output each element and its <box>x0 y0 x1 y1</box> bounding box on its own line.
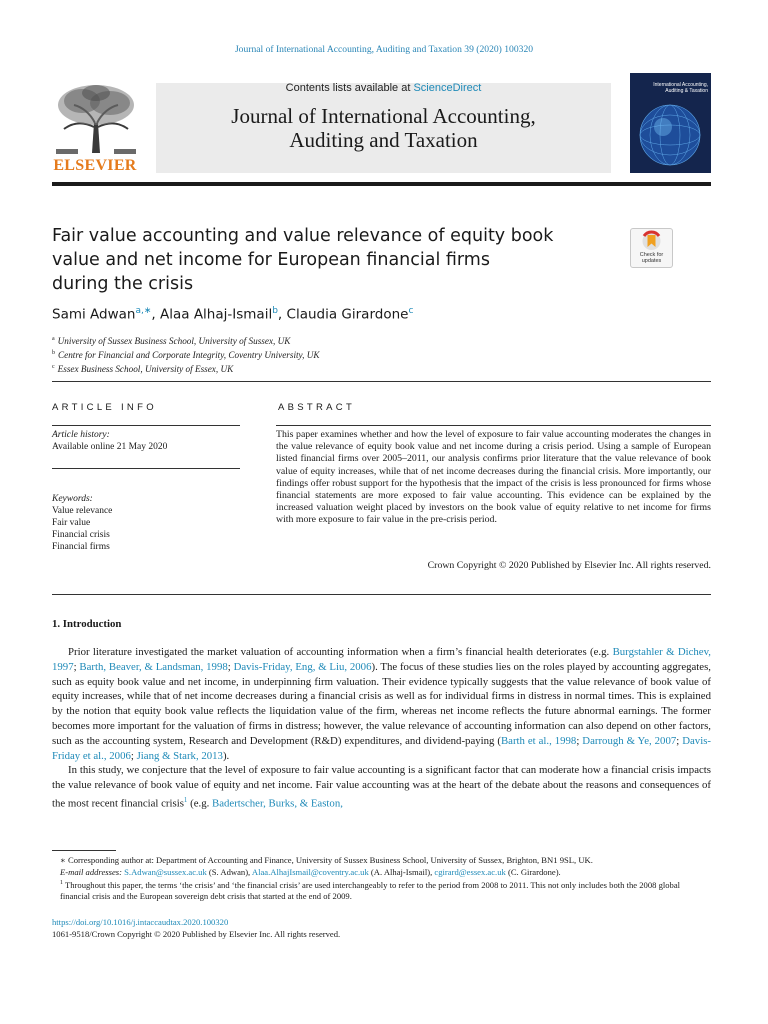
email-addresses: E-mail addresses: S.Adwan@sussex.ac.uk (S. Adwan), Alaa.AlhajIsmail@coventry.ac.uk (A. Alhaj-Ismail), cgirard@essex.ac.uk (C. Girardone). <box>60 866 561 877</box>
contents-line <box>156 82 611 94</box>
keyword-item: Value relevance <box>52 506 113 516</box>
journal-cover-image[interactable] <box>630 73 711 173</box>
article-info-rule-2 <box>52 468 240 469</box>
bookmark-icon <box>631 230 672 254</box>
introduction-heading: 1. Introduction <box>52 618 122 630</box>
journal-title-line1: Journal of International Accounting, <box>231 104 536 128</box>
abstract-text: This paper examines whether and how the level of exposure to fair value accounting moderates the changes in the value relevance of equity book value and net income during a crisis period. Using a sample of European listed financial firms over 2005–2011, our analysis confirms prior literature that the value relevance of book value of equity increases, while that of net income decreases during the financial crisis. More importantly, our findings offer robust support for the hypothesis that the impact of the crisis is less pronounced for firms whose financial statements are more exposed to fair value accounting. This evidence can be explained by the increased valuation weight placed by investors on the book value of equity relative to net income for firms with more exposure to fair value in the pre-crisis period. <box>276 429 711 526</box>
abstract-rule <box>276 425 711 426</box>
introduction-body <box>52 645 711 811</box>
contents-prefix: Contents lists available at <box>285 82 414 94</box>
affiliation-item: $^a$ University of Sussex Business School, University of Sussex, UK <box>52 336 291 347</box>
abstract-copyright: Crown Copyright © 2020 Published by Elsevier Inc. All rights reserved. <box>427 560 711 571</box>
issn-copyright: 1061-9518/Crown Copyright © 2020 Published by Elsevier Inc. All rights reserved. <box>52 929 341 939</box>
email-link[interactable]: cgirard@essex.ac.uk <box>434 866 506 877</box>
citation-link[interactable]: Barth et al., 1998 <box>500 734 577 747</box>
journal-title <box>156 104 611 152</box>
citation-link[interactable]: Badertscher, Burks, & Easton, <box>212 797 343 810</box>
citation-link[interactable]: Barth, Beaver, & Landsman, 1998 <box>79 660 228 673</box>
paper-title <box>52 224 612 296</box>
paragraph: Prior literature investigated the market valuation of accounting information when a firm’s financial health deteriorates (e.g. Burgstahler & Dichev, 1997; Barth, Beaver, & Landsman, 1998; Davis-Friday, Eng, & Liu, 2006). The focus of these studies lies on the roles played by accounting aggregates, such as equity book value and net income, in underpinning firm valuation. Their evidence typically suggests that the value relevance of book value of equity increases, while that of net income decreases during a financial crisis as well as for individual firms in distress in normal times. This is explained by the notion that equity book value reflects the liquidation value of the firm, whereas net income reflects the future abnormal earnings. The former becomes more important for the valuation of firms in distress; however, the value relevance of accounting information can also depend on other factors, such as the accounting system, Research and Development (R&D) expenditures, and dividend-paying (Barth et al., 1998; Darrough & Ye, 2007; Davis-Friday et al., 2006; Jiang & Stark, 2013). <box>52 646 711 762</box>
paper-title-line2: value and net income for European financial firms <box>52 250 490 270</box>
email-link[interactable]: S.Adwan@sussex.ac.uk <box>124 866 207 877</box>
title-divider <box>52 381 711 382</box>
affiliation-item: $^c$ Essex Business School, University of Essex, UK <box>52 364 234 375</box>
affiliations <box>52 333 319 375</box>
article-info-heading: ARTICLE INFO <box>52 402 157 413</box>
history-label: Article history: <box>52 430 110 440</box>
header-divider <box>52 182 711 186</box>
check-line2: updates <box>641 258 662 264</box>
cover-journal-name: International Accounting, Auditing & Taxation <box>653 82 708 94</box>
citation-link[interactable]: Darrough & Ye, 2007 <box>582 734 677 747</box>
author-affil-mark[interactable]: a,∗ <box>135 306 152 316</box>
author-affil-mark[interactable]: c <box>408 306 414 316</box>
author-name: Sami Adwan <box>52 306 136 323</box>
keyword-item: Financial crisis <box>52 530 110 540</box>
keyword-item: Fair value <box>52 518 91 528</box>
check-for-updates-label <box>631 252 672 264</box>
article-info-rule <box>52 425 240 426</box>
journal-reference[interactable]: Journal of International Accounting, Auditing and Taxation 39 (2020) 100320 <box>234 44 534 55</box>
footnote-link[interactable]: 1 <box>183 795 188 804</box>
sciencedirect-link[interactable]: ScienceDirect <box>413 82 482 94</box>
citation-link[interactable]: Davis-Friday et al., 2006 <box>52 734 711 762</box>
author-name: Claudia Girardone <box>286 306 409 323</box>
citation-link[interactable]: Burgstahler & Dichev, 1997 <box>52 646 711 673</box>
paper-title-line3: during the crisis <box>52 274 194 294</box>
article-history <box>52 429 167 453</box>
footnotes <box>52 855 711 903</box>
footnote-1: $^1$ Throughout this paper, the terms ‘the crisis’ and ‘the financial crisis’ are used interchangeably to refer to the period from 2008 to 2011. This not only includes both the 2008 global financial crisis and the European sovereign debt crisis that started at the end of 2009. <box>60 879 681 902</box>
email-link[interactable]: Alaa.AlhajIsmail@coventry.ac.uk <box>251 866 369 877</box>
abstract-divider <box>52 594 711 595</box>
paper-title-line1: Fair value accounting and value relevance of equity book <box>52 226 554 246</box>
elsevier-wordmark: ELSEVIER <box>53 157 137 174</box>
doi-link[interactable]: https://doi.org/10.1016/j.intaccaudtax.2020.100320 <box>52 917 229 927</box>
journal-title-line2: Auditing and Taxation <box>289 128 478 152</box>
citation-link[interactable]: Jiang & Stark, 2013 <box>136 749 223 762</box>
corresponding-author-note: ∗ Corresponding author at: Department of Accounting and Finance, University of Sussex Business School, University of Sussex, Brighton, BN1 9SL, UK. <box>60 855 593 865</box>
keywords-label: Keywords: <box>52 494 93 504</box>
affiliation-item: $^b$ Centre for Financial and Corporate Integrity, Coventry University, UK <box>52 350 320 361</box>
paragraph: In this study, we conjecture that the level of exposure to fair value accounting is a significant factor that can moderate how a financial crisis impacts the value relevance of book value of equity and net income. Fair value accounting was at the heart of the debate about the reasons and consequences of the most recent financial crisis$^1$ (e.g. Badertscher, Burks, & Easton, <box>52 764 711 810</box>
keyword-item: Financial firms <box>52 542 110 552</box>
check-for-updates-badge[interactable] <box>630 228 673 268</box>
author-affil-mark[interactable]: b <box>272 306 278 316</box>
footnote-rule <box>52 850 116 851</box>
history-value: Available online 21 May 2020 <box>52 442 168 452</box>
keywords-block <box>52 493 112 553</box>
citation-link[interactable]: Davis-Friday, Eng, & Liu, 2006 <box>233 660 372 673</box>
author-name: Alaa Alhaj-Ismail <box>160 306 273 323</box>
author-list: Sami Adwan$^{a,∗}$, Alaa Alhaj-Ismail$^b$, Claudia Girardone$^c$ <box>52 306 414 323</box>
check-line1: Check for <box>639 252 664 258</box>
abstract-heading: ABSTRACT <box>278 402 356 413</box>
